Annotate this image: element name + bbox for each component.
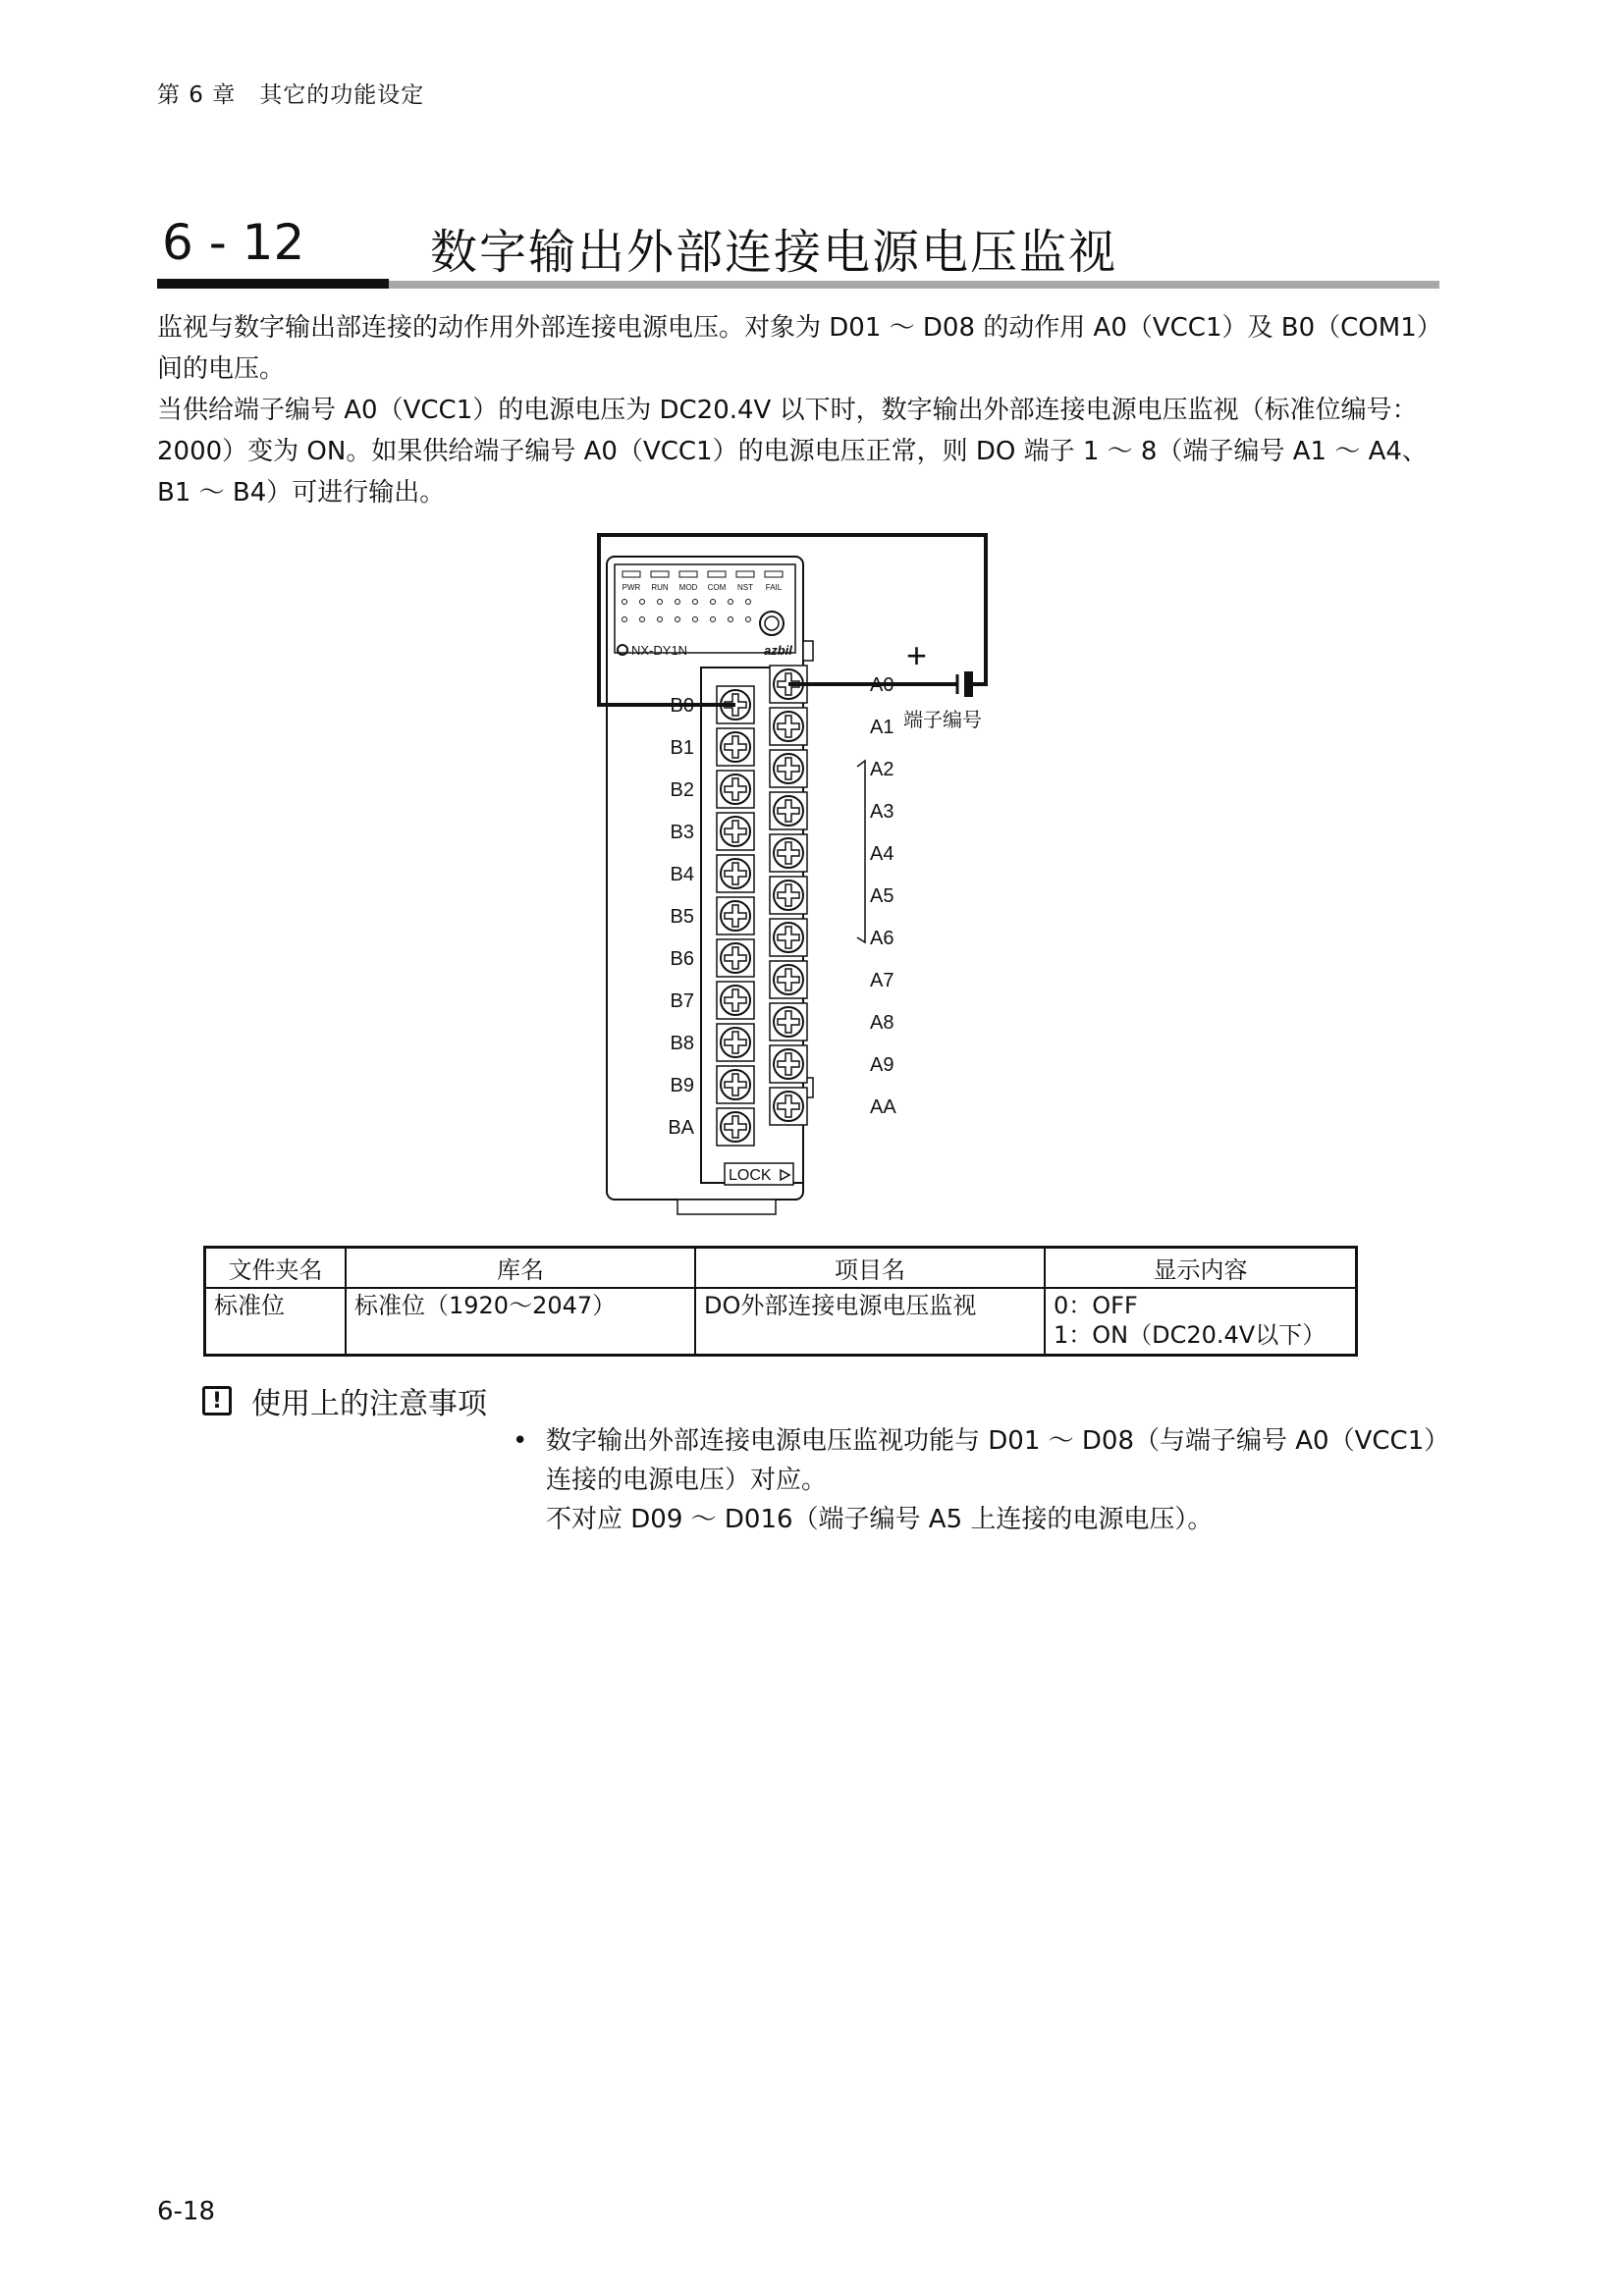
page-number: 6-18 [157,2197,216,2226]
module-foot [677,1200,776,1214]
notes-heading-text: 使用上的注意事项 [251,1387,487,1421]
terminal-label-b: B2 [670,779,694,801]
terminal-label-b: B4 [670,864,694,885]
terminal-label-b: B1 [670,737,694,759]
wiring-diagram [579,525,1041,1222]
led-label: PWR [622,583,641,592]
led-label: RUN [651,583,669,592]
terminal-label-b: B3 [670,822,694,843]
terminal-label-a: A2 [870,759,894,780]
lock-label: LOCK [729,1167,772,1184]
col-header-item: 项目名 [695,1248,1045,1289]
battery-plate-short [964,671,973,697]
col-header-folder: 文件夹名 [205,1248,347,1289]
terminal-label-a: A1 [870,717,894,738]
terminal-caption: 端子编号 [903,710,982,731]
title-rule-light [389,281,1439,289]
bullet-icon: • [513,1426,528,1456]
cell-display: 0：OFF 1：ON（DC20.4V以下） [1045,1288,1357,1356]
plus-sign: + [906,635,928,675]
chapter-header: 第 6 章 其它的功能设定 [157,82,425,108]
cell-item: DO外部连接电源电压监视 [695,1288,1045,1356]
terminal-label-b: B9 [670,1075,694,1096]
led-icon [736,571,754,577]
led-icon [708,571,726,577]
led-label: FAIL [765,583,783,592]
model-label: NX-DY1N [631,643,688,658]
note-line-2: 不对应 D09 ～ D016（端子编号 A5 上连接的电源电压）。 [546,1505,1214,1534]
col-header-library: 库名 [346,1248,695,1289]
terminal-label-a: A5 [870,885,894,907]
terminal-label-a: A3 [870,801,894,823]
terminal-label-a: A7 [870,970,894,991]
terminal-label-b: B6 [670,948,694,970]
intro-paragraph-2: 当供给端子编号 A0（VCC1）的电源电压为 DC20.4V 以下时，数字输出外部连接电源电压监视（标准位编号：2000）变为 ON。如果供给端子编号 A0（VCC1）的电源电压正常，则 DO 端子 1 ～ 8（端子编号 A1 ～ A4、B1 ～ B4）可进行输出。 [157,396,1428,507]
terminal-label-b: BA [668,1117,694,1139]
led-label: COM [707,583,727,592]
led-icon [651,571,669,577]
info-table [203,1246,1358,1357]
terminal-label-a: AA [870,1096,896,1118]
terminal-label-a: A9 [870,1054,894,1076]
terminal-label-b: B7 [670,990,694,1012]
cell-library: 标准位（1920～2047） [346,1288,695,1356]
led-icon [679,571,697,577]
intro-paragraph-1: 监视与数字输出部连接的动作用外部连接电源电压。对象为 D01 ～ D08 的动作用 A0（VCC1）及 B0（COM1）间的电压。 [157,313,1442,384]
table-row [205,1288,1357,1356]
terminal-label-a: A6 [870,928,894,949]
terminal-label-b: B8 [670,1033,694,1054]
terminal-label-a: A0 [870,674,894,696]
cell-folder: 标准位 [205,1288,347,1356]
terminal-label-a: A4 [870,843,894,865]
section-title: 数字输出外部连接电源电压监视 [430,225,1118,280]
section-number: 6 - 12 [162,214,305,271]
title-rule-dark [157,279,389,289]
brand-logo: azbil [764,643,792,658]
terminal-label-b: B0 [670,695,694,717]
led-icon [623,571,640,577]
note-item [513,1421,1443,1539]
terminal-label-b: B5 [670,906,694,928]
bracket [857,761,865,942]
note-line-1: 数字输出外部连接电源电压监视功能与 D01 ～ D08（与端子编号 A0（VCC1）连接的电源电压）对应。 [546,1426,1437,1495]
led-icon [765,571,783,577]
led-label: MOD [678,583,698,592]
terminal-label-a: A8 [870,1012,894,1034]
caution-icon: ! [202,1386,232,1415]
notes-heading [202,1379,487,1422]
led-label: NST [737,583,753,592]
col-header-display: 显示内容 [1045,1248,1357,1289]
side-tab [803,641,813,661]
